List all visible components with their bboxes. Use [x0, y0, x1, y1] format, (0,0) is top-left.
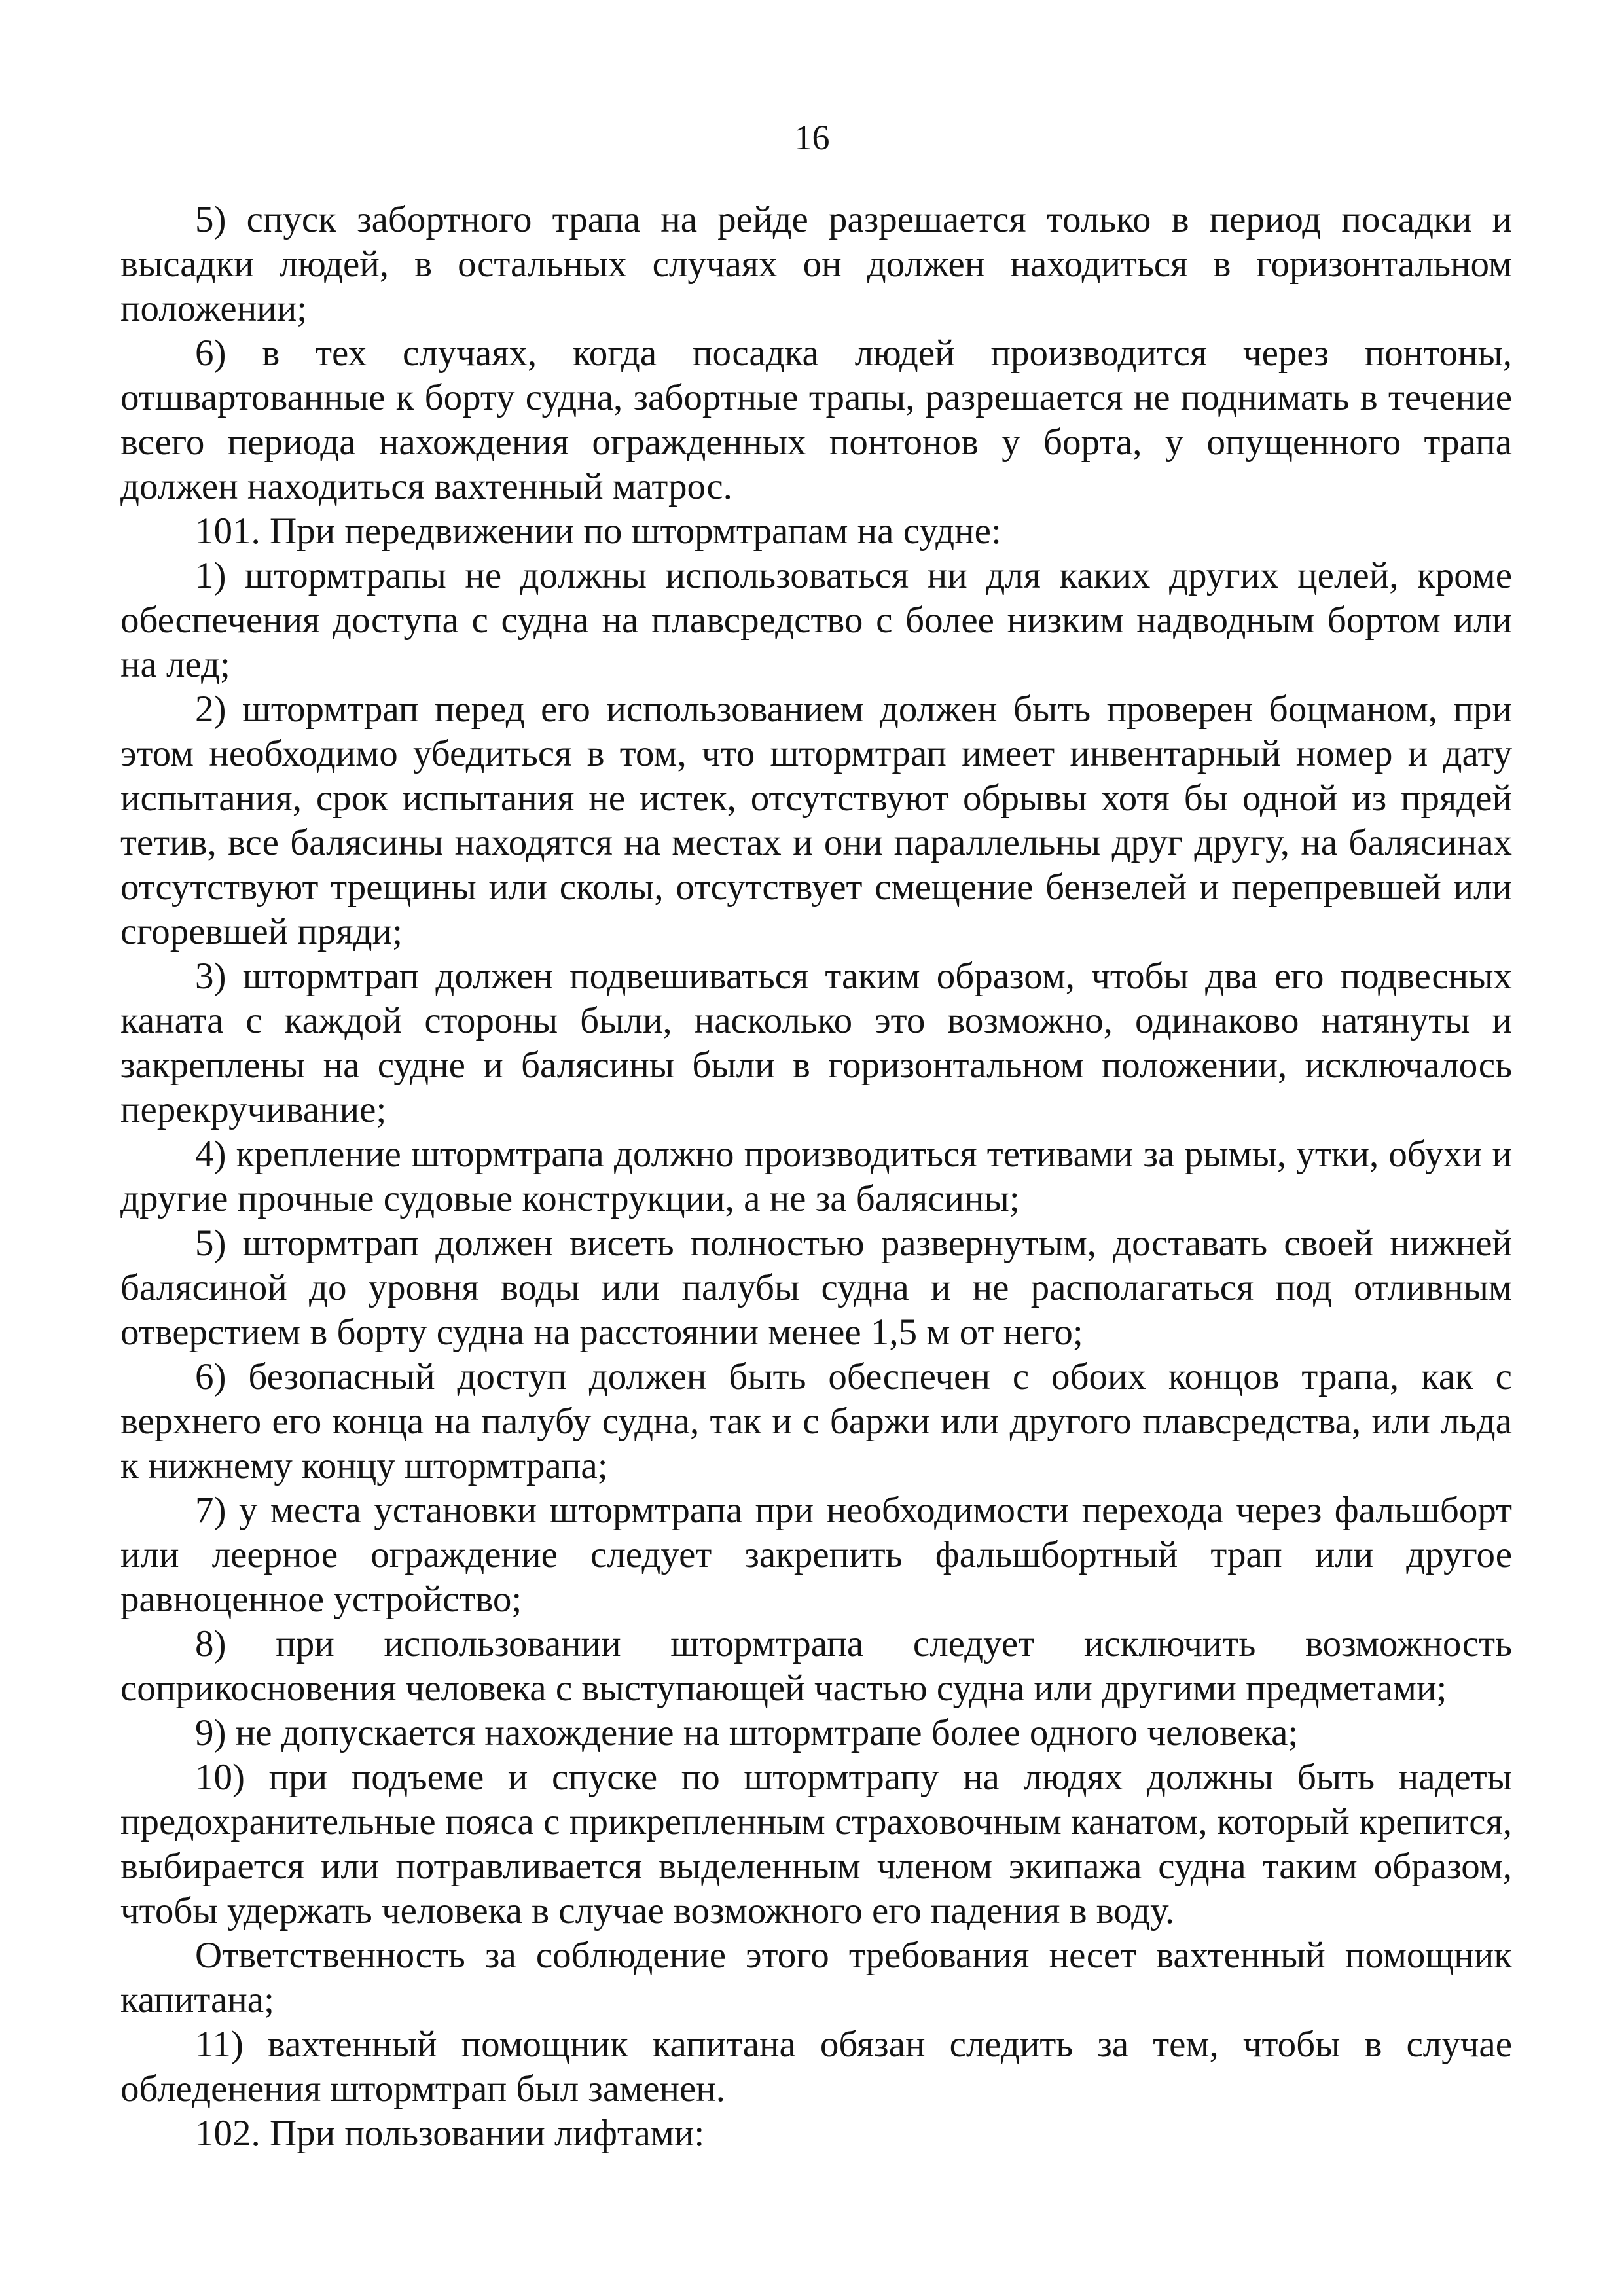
page-number: 16: [794, 118, 830, 157]
paragraph-responsibility: Ответственность за соблюдение этого требования несет вахтенный помощник капитана;: [120, 1935, 1512, 2020]
paragraph-101-item-7: 7) у места установки штормтрапа при необходимости перехода через фальшборт или леерное ограждение следует закрепить фальшбортный трап или другое равноценное устройство;: [120, 1490, 1512, 1620]
paragraph-101-item-9: 9) не допускается нахождение на штормтрапе более одного человека;: [195, 1712, 1299, 1753]
paragraph-101-item-3: 3) штормтрап должен подвешиваться таким образом, чтобы два его подвесных каната с каждой стороны были, насколько это возможно, одинаково натянуты и закреплены на судне и балясины были в горизонтальном положении, исключалось перекручивание;: [120, 956, 1512, 1130]
paragraph-101-item-11: 11) вахтенный помощник капитана обязан следить за тем, чтобы в случае обледенения штормтрап был заменен.: [120, 2024, 1512, 2109]
paragraph-101-item-6: 6) безопасный доступ должен быть обеспечен с обоих концов трапа, как с верхнего его конца на палубу судна, так и с баржи или другого плавсредства, или льда к нижнему концу штормтрапа;: [120, 1356, 1512, 1486]
paragraph-101-item-1: 1) штормтрапы не должны использоваться ни для каких других целей, кроме обеспечения доступа с судна на плавсредство с более низким надводным бортом или на лед;: [120, 555, 1512, 685]
document-body: [120, 198, 1512, 2156]
paragraph-101-item-10: 10) при подъеме и спуске по штормтрапу на людях должны быть надеты предохранительные пояса с прикрепленным страховочным канатом, который крепится, выбирается или потравливается выделенным членом экипажа судна таким образом, чтобы удержать человека в случае возможного его падения в воду.: [120, 1757, 1512, 1931]
paragraph-101-item-5: 5) штормтрап должен висеть полностью развернутым, доставать своей нижней балясиной до уровня воды или палубы судна и не располагаться под отливным отверстием в борту судна на расстоянии менее 1,5 м от него;: [120, 1223, 1512, 1353]
paragraph-section-101-heading: 101. При передвижении по штормтрапам на судне:: [195, 511, 1001, 552]
paragraph-item-6-pontoons: 6) в тех случаях, когда посадка людей производится через понтоны, отшвартованные к борту судна, забортные трапы, разрешается не поднимать в течение всего периода нахождения огражденных понтонов у борта, у опущенного трапа должен находиться вахтенный матрос.: [120, 332, 1512, 507]
paragraph-section-102-heading: 102. При пользовании лифтами:: [195, 2113, 705, 2154]
paragraph-101-item-2: 2) штормтрап перед его использованием должен быть проверен боцманом, при этом необходимо убедиться в том, что штормтрап имеет инвентарный номер и дату испытания, срок испытания не истек, отсутствуют обрывы хотя бы одной из прядей тетив, все балясины находятся на местах и они параллельны друг другу, на балясинах отсутствуют трещины или сколы, отсутствует смещение бензелей и перепревшей или сгоревшей пряди;: [120, 689, 1512, 952]
paragraph-101-item-8: 8) при использовании штормтрапа следует исключить возможность соприкосновения человека с выступающей частью судна или другими предметами;: [120, 1623, 1512, 1709]
paragraph-item-5-gangway-lowering: 5) спуск забортного трапа на рейде разрешается только в период посадки и высадки людей, в остальных случаях он должен находиться в горизонтальном положении;: [120, 199, 1512, 329]
paragraph-101-item-4: 4) крепление штормтрапа должно производиться тетивами за рымы, утки, обухи и другие прочные судовые конструкции, а не за балясины;: [120, 1134, 1512, 1219]
